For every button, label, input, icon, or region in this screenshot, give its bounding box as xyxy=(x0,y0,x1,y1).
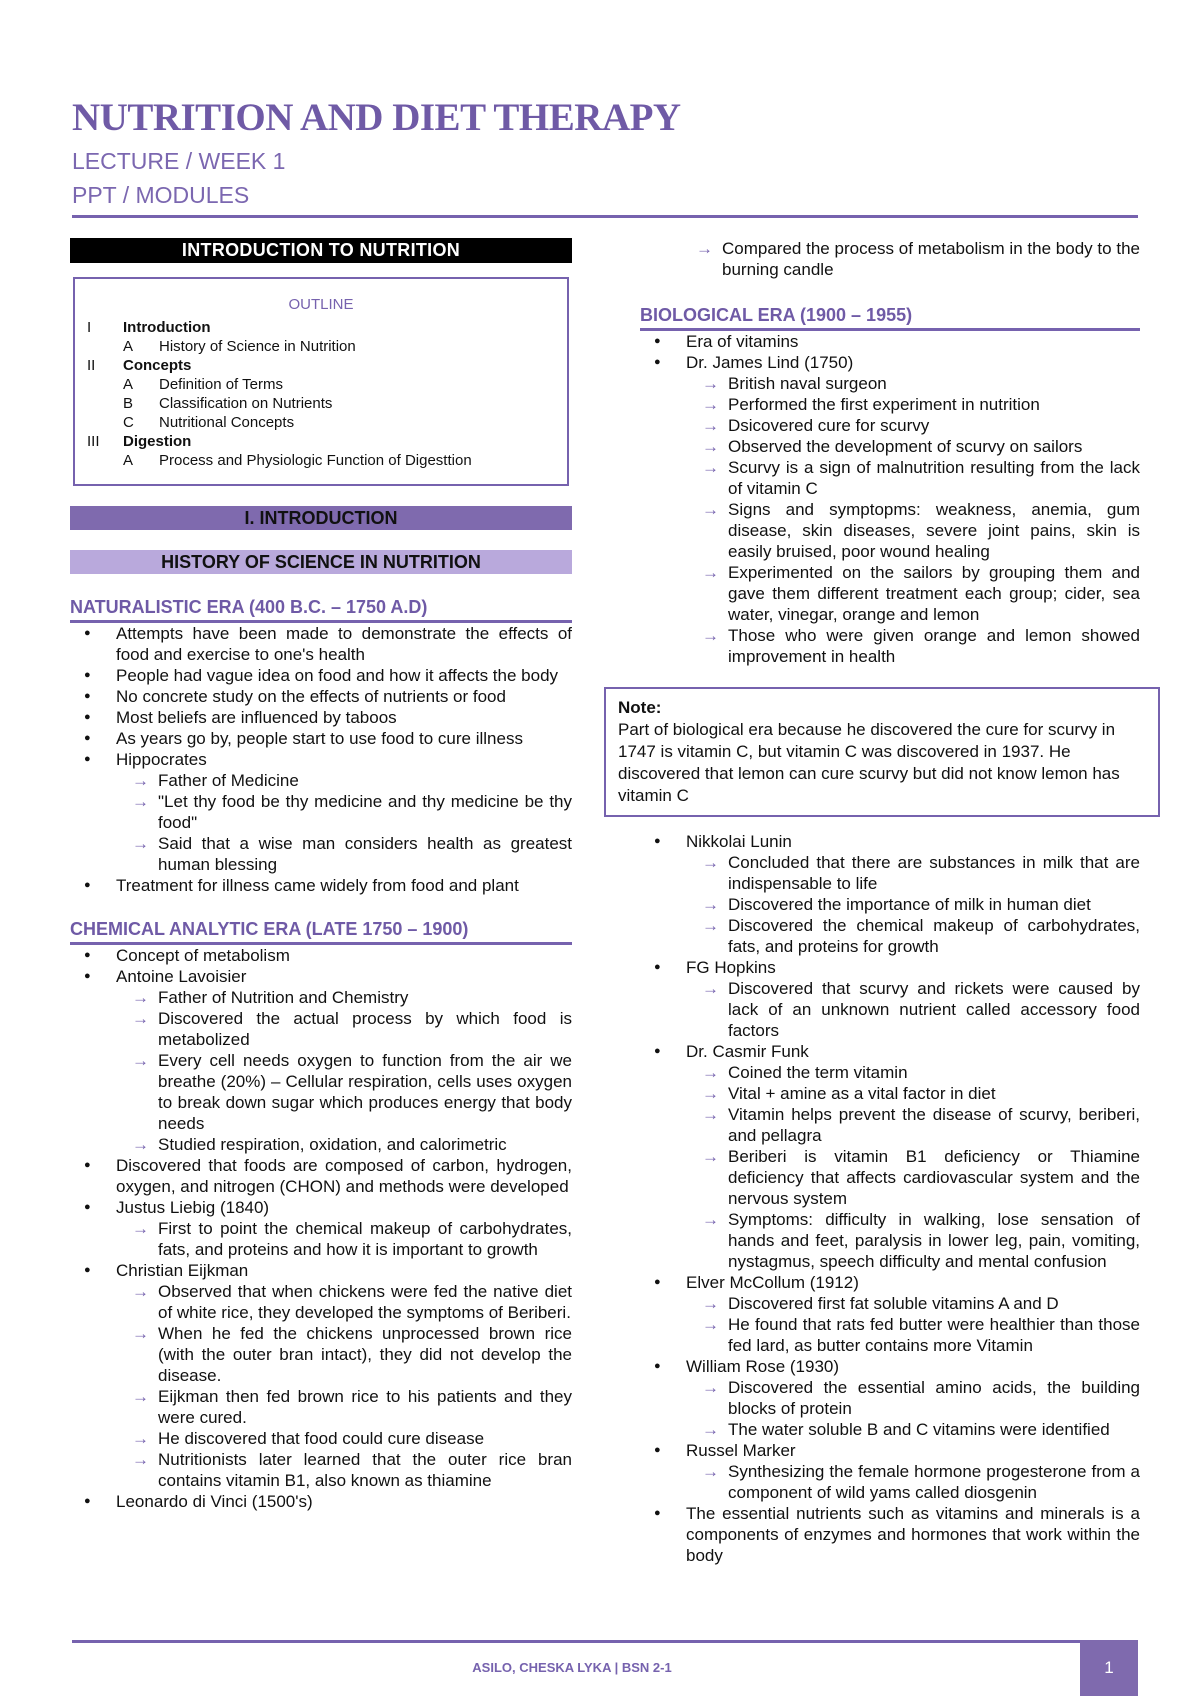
sub-item: → Experimented on the sailors by grouping them and gave them different treatment each group; cider, sea water, vinegar, orange and lemon xyxy=(702,563,1140,624)
arrow-icon: → xyxy=(702,1294,719,1313)
document-header xyxy=(72,96,1138,212)
outline-item: I Introduction xyxy=(87,319,211,336)
sub-item: → "Let thy food be thy medicine and thy medicine be thy food" xyxy=(132,792,572,832)
arrow-icon: → xyxy=(132,1324,149,1343)
arrow-icon: → xyxy=(132,771,149,790)
arrow-icon: → xyxy=(132,1387,149,1406)
arrow-icon: → xyxy=(702,437,719,456)
arrow-icon: → xyxy=(132,988,149,1007)
sub-item: → Beriberi is vitamin B1 deficiency or Thiamine deficiency that affects cardiovascular system and the nervous system xyxy=(702,1147,1140,1208)
list-item: ● FG Hopkins → Discovered that scurvy and rickets were caused by lack of an unknown nutrient called accessory food factors xyxy=(640,957,1140,1041)
header-divider xyxy=(72,215,1138,218)
biological-era-heading: BIOLOGICAL ERA (1900 – 1955) xyxy=(640,304,1140,331)
sub-item: → First to point the chemical makeup of carbohydrates, fats, and proteins and how it is important to growth xyxy=(132,1219,572,1259)
sub-item: → When he fed the chickens unprocessed brown rice (with the outer bran intact), they did not develop the disease. xyxy=(132,1324,572,1385)
list-item: ● Hippocrates → Father of Medicine → "Let thy food be thy medicine and thy medicine be thy food" → Said that a wise man considers health as greatest human blessing xyxy=(70,749,572,875)
sub-item: → Discovered that scurvy and rickets were caused by lack of an unknown nutrient called accessory food factors xyxy=(702,979,1140,1040)
sub-item: → Discovered first fat soluble vitamins A and D xyxy=(702,1294,1059,1313)
arrow-icon: → xyxy=(702,563,719,582)
outline-box xyxy=(73,277,569,486)
arrow-icon: → xyxy=(132,834,149,853)
note-label: Note: xyxy=(618,698,662,717)
arrow-icon: → xyxy=(132,1219,149,1238)
list-item: ● Dr. Casmir Funk → Coined the term vitamin → Vital + amine as a vital factor in diet → Vitamin helps prevent the disease of scurvy, beriberi, and pellagra → Beriberi is vitamin B1 deficiency or Thiamine deficiency that affects cardiovascular system and the nervous system → Symptoms: difficulty in walking, lose sensation of hands and feet, paralysis in lower leg, pain, vomiting, nystagmus, speech difficulty and mental confusion xyxy=(640,1041,1140,1272)
sub-item: → Dsicovered cure for scurvy xyxy=(702,416,930,435)
naturalistic-list xyxy=(70,623,572,896)
section-bar-introduction: I. INTRODUCTION xyxy=(70,506,572,530)
sub-item: → Vitamin helps prevent the disease of scurvy, beriberi, and pellagra xyxy=(702,1105,1140,1145)
footer-divider xyxy=(72,1640,1138,1643)
outline-item: II Concepts xyxy=(87,357,192,374)
sub-item: → Symptoms: difficulty in walking, lose sensation of hands and feet, paralysis in lower leg, pain, vomiting, nystagmus, speech difficulty and mental confusion xyxy=(702,1210,1140,1271)
note-box xyxy=(604,687,1160,817)
sub-item: → Father of Nutrition and Chemistry xyxy=(132,988,409,1007)
list-item: ● William Rose (1930) → Discovered the essential amino acids, the building blocks of protein → The water soluble B and C vitamins were identified xyxy=(640,1356,1140,1440)
outline-subitem: A Definition of Terms xyxy=(123,376,283,393)
sub-item: → Compared the process of metabolism in the body to the burning candle xyxy=(696,239,1140,279)
list-item: ● Most beliefs are influenced by taboos xyxy=(70,707,572,728)
sub-item: → Scurvy is a sign of malnutrition resulting from the lack of vitamin C xyxy=(702,458,1140,498)
sub-item: → Discovered the actual process by which food is metabolized xyxy=(132,1009,572,1049)
document-title: NUTRITION AND DIET THERAPY xyxy=(72,96,681,139)
chemical-continued-list xyxy=(680,238,1140,280)
arrow-icon: → xyxy=(702,1462,719,1481)
arrow-icon: → xyxy=(132,1051,149,1070)
note-text: Part of biological era because he discovered the cure for scurvy in 1747 is vitamin C, but vitamin C was discovered in 1937. He discovered that lemon can cure scurvy but did not know lemon has vitamin C xyxy=(618,720,1120,805)
arrow-icon: → xyxy=(702,374,719,393)
right-column xyxy=(618,238,1140,1566)
arrow-icon: → xyxy=(702,458,719,477)
list-item: ● Nikkolai Lunin → Concluded that there are substances in milk that are indispensable to life → Discovered the importance of milk in human diet → Discovered the chemical makeup of carbohydrates, fats, and proteins for growth xyxy=(640,831,1140,957)
list-item: ● Attempts have been made to demonstrate the effects of food and exercise to one's health xyxy=(70,623,572,665)
modules-subtitle: PPT / MODULES xyxy=(72,182,250,208)
intro-bar: INTRODUCTION TO NUTRITION xyxy=(70,238,572,263)
arrow-icon: → xyxy=(132,1282,149,1301)
sub-item: → Performed the first experiment in nutrition xyxy=(702,395,1040,414)
sub-item: → British naval surgeon xyxy=(702,374,887,393)
chemical-era-heading: CHEMICAL ANALYTIC ERA (LATE 1750 – 1900) xyxy=(70,918,572,945)
arrow-icon: → xyxy=(702,500,719,519)
arrow-icon: → xyxy=(702,395,719,414)
arrow-icon: → xyxy=(702,1420,719,1439)
outline-subitem: A History of Science in Nutrition xyxy=(123,338,356,355)
lecture-subtitle: LECTURE / WEEK 1 xyxy=(72,148,286,174)
arrow-icon: → xyxy=(132,1429,149,1448)
arrow-icon: → xyxy=(702,1147,719,1166)
list-item: ● Leonardo di Vinci (1500's) xyxy=(70,1491,572,1512)
left-column xyxy=(70,238,572,1512)
list-item: ● Russel Marker → Synthesizing the female hormone progesterone from a component of wild yams called diosgenin xyxy=(640,1440,1140,1503)
list-item: ● Concept of metabolism xyxy=(70,945,572,966)
sub-item: → Concluded that there are substances in milk that are indispensable to life xyxy=(702,853,1140,893)
list-item: ● No concrete study on the effects of nutrients or food xyxy=(70,686,572,707)
biological-list-continued xyxy=(640,831,1140,1566)
sub-item: → Eijkman then fed brown rice to his patients and they were cured. xyxy=(132,1387,572,1427)
sub-item: → Studied respiration, oxidation, and calorimetric xyxy=(132,1135,507,1154)
arrow-icon: → xyxy=(702,416,719,435)
sub-item: → Discovered the essential amino acids, the building blocks of protein xyxy=(702,1378,1140,1418)
outline-title: OUTLINE xyxy=(288,296,354,313)
arrow-icon: → xyxy=(702,916,719,935)
footer-author: ASILO, CHESKA LYKA | BSN 2-1 xyxy=(472,1660,672,1675)
sub-item: → He found that rats fed butter were healthier than those fed lard, as butter contains more Vitamin xyxy=(702,1315,1140,1355)
naturalistic-era-heading: NATURALISTIC ERA (400 B.C. – 1750 A.D) xyxy=(70,596,572,623)
arrow-icon: → xyxy=(702,1378,719,1397)
sub-item: → Discovered the importance of milk in human diet xyxy=(702,895,1091,914)
list-item: ● People had vague idea on food and how it affects the body xyxy=(70,665,572,686)
sub-item: → Observed the development of scurvy on sailors xyxy=(702,437,1083,456)
list-item: ● As years go by, people start to use food to cure illness xyxy=(70,728,572,749)
outline-subitem: A Process and Physiologic Function of Digesttion xyxy=(123,452,472,469)
arrow-icon: → xyxy=(702,1210,719,1229)
list-item: ● Dr. James Lind (1750) → British naval surgeon → Performed the first experiment in nutrition → Dsicovered cure for scurvy → Observed the development of scurvy on sailors → Scurvy is a sign of malnutrition resulting from the lack of vitamin C → Signs and symptopms: weakness, anemia, gum disease, skin diseases, severe joint pains, skin is easily bruised, poor wound healing → Experimented on the sailors by grouping them and gave them different treatment each group; cider, sea water, vinegar, orange and lemon → Those who were given orange and lemon showed improvement in health xyxy=(640,352,1140,667)
outline-subitem: C Nutritional Concepts xyxy=(123,414,295,431)
chemical-list xyxy=(70,945,572,1512)
arrow-icon: → xyxy=(132,1135,149,1154)
arrow-icon: → xyxy=(132,792,149,811)
sub-item: → Observed that when chickens were fed the native diet of white rice, they developed the symptoms of Beriberi. xyxy=(132,1282,572,1322)
list-item: ● Era of vitamins xyxy=(640,331,1140,352)
sub-item: → Coined the term vitamin xyxy=(702,1063,908,1082)
arrow-icon: → xyxy=(702,626,719,645)
arrow-icon: → xyxy=(702,1105,719,1124)
arrow-icon: → xyxy=(702,895,719,914)
arrow-icon: → xyxy=(702,1063,719,1082)
biological-list xyxy=(640,331,1140,667)
arrow-icon: → xyxy=(132,1009,149,1028)
sub-item: → Those who were given orange and lemon showed improvement in health xyxy=(702,626,1140,666)
sub-item: → He discovered that food could cure disease xyxy=(132,1429,485,1448)
sub-item: → Vital + amine as a vital factor in diet xyxy=(702,1084,996,1103)
arrow-icon: → xyxy=(702,1315,719,1334)
arrow-icon: → xyxy=(696,239,713,258)
list-item: ● Discovered that foods are composed of carbon, hydrogen, oxygen, and nitrogen (CHON) and methods were developed xyxy=(70,1155,572,1197)
outline-item: III Digestion xyxy=(87,433,192,450)
outline-subitem: B Classification on Nutrients xyxy=(123,395,333,412)
list-item: ● The essential nutrients such as vitamins and minerals is a components of enzymes and hormones that work within the body xyxy=(640,1503,1140,1566)
subsection-bar-history: HISTORY OF SCIENCE IN NUTRITION xyxy=(70,550,572,574)
page-number: 1 xyxy=(1080,1640,1138,1696)
sub-item: → Nutritionists later learned that the outer rice bran contains vitamin B1, also known as thiamine xyxy=(132,1450,572,1490)
list-item: ● Justus Liebig (1840) → First to point the chemical makeup of carbohydrates, fats, and proteins and how it is important to growth xyxy=(70,1197,572,1260)
arrow-icon: → xyxy=(702,979,719,998)
arrow-icon: → xyxy=(702,853,719,872)
list-item: ● Elver McCollum (1912) → Discovered first fat soluble vitamins A and D → He found that rats fed butter were healthier than those fed lard, as butter contains more Vitamin xyxy=(640,1272,1140,1356)
sub-item: → Discovered the chemical makeup of carbohydrates, fats, and proteins for growth xyxy=(702,916,1140,956)
list-item: ● Christian Eijkman → Observed that when chickens were fed the native diet of white rice, they developed the symptoms of Beriberi. → When he fed the chickens unprocessed brown rice (with the outer bran intact), they did not develop the disease. → Eijkman then fed brown rice to his patients and they were cured. → He discovered that food could cure disease → Nutritionists later learned that the outer rice bran contains vitamin B1, also known as thiamine xyxy=(70,1260,572,1491)
arrow-icon: → xyxy=(132,1450,149,1469)
sub-item: → Father of Medicine xyxy=(132,771,299,790)
list-item: ● Antoine Lavoisier → Father of Nutrition and Chemistry → Discovered the actual process by which food is metabolized → Every cell needs oxygen to function from the air we breathe (20%) – Cellular respiration, cells uses oxygen to break down sugar which produces energy that body needs → Studied respiration, oxidation, and calorimetric xyxy=(70,966,572,1155)
sub-item: → Synthesizing the female hormone progesterone from a component of wild yams called diosgenin xyxy=(702,1462,1140,1502)
sub-item: → Every cell needs oxygen to function from the air we breathe (20%) – Cellular respiration, cells uses oxygen to break down sugar which produces energy that body needs xyxy=(132,1051,572,1133)
arrow-icon: → xyxy=(702,1084,719,1103)
list-item: ● Treatment for illness came widely from food and plant xyxy=(70,875,572,896)
sub-item: → Said that a wise man considers health as greatest human blessing xyxy=(132,834,572,874)
sub-item: → The water soluble B and C vitamins were identified xyxy=(702,1420,1110,1439)
sub-item: → Signs and symptopms: weakness, anemia, gum disease, skin diseases, severe joint pains, skin is easily bruised, poor wound healing xyxy=(702,500,1140,561)
